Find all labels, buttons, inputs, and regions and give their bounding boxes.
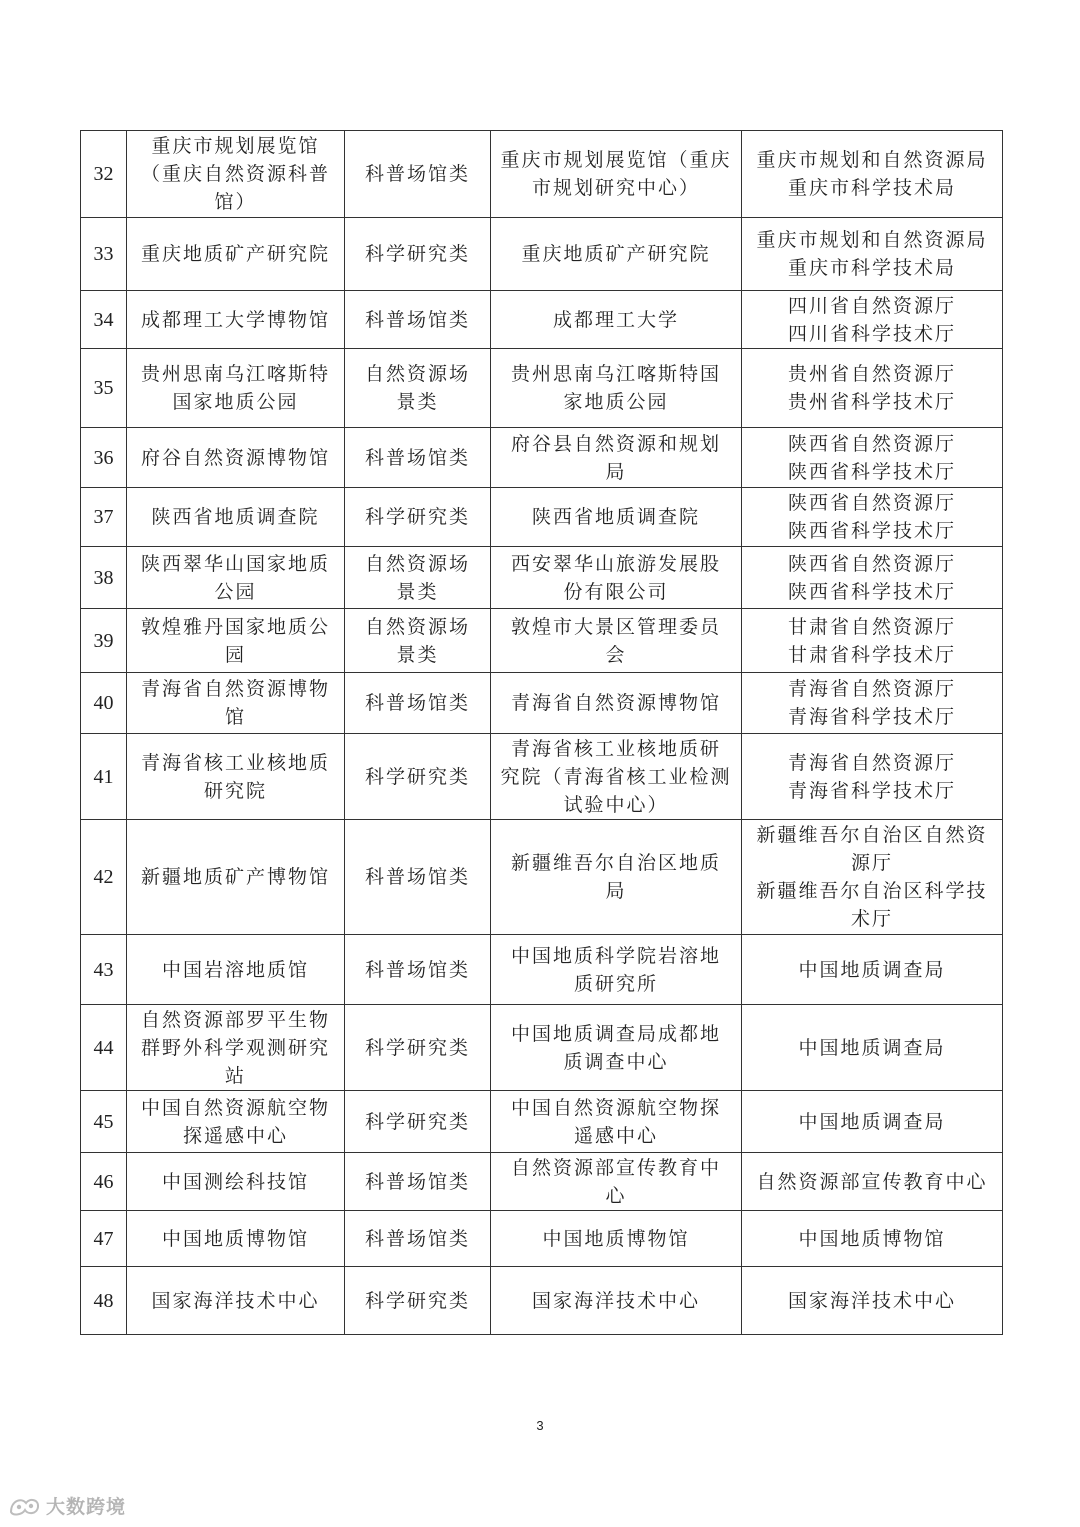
row-number: 46 (81, 1153, 127, 1211)
base-name: 敦煌雅丹国家地质公 园 (127, 609, 345, 673)
table-row (81, 1153, 1003, 1211)
row-number: 36 (81, 428, 127, 488)
table-row (81, 734, 1003, 820)
supporting-unit: 中国地质博物馆 (491, 1211, 742, 1267)
row-number: 37 (81, 488, 127, 547)
recommending-unit: 贵州省自然资源厅 贵州省科学技术厅 (742, 349, 1003, 428)
recommending-unit: 国家海洋技术中心 (742, 1267, 1003, 1335)
table-row (81, 291, 1003, 349)
base-category: 科普场馆类 (345, 820, 491, 935)
supporting-unit: 中国地质科学院岩溶地 质研究所 (491, 935, 742, 1005)
supporting-unit: 青海省核工业核地质研 究院（青海省核工业检测 试验中心） (491, 734, 742, 820)
base-category: 科普场馆类 (345, 291, 491, 349)
table-row (81, 820, 1003, 935)
supporting-unit: 西安翠华山旅游发展股 份有限公司 (491, 547, 742, 609)
recommending-unit: 中国地质博物馆 (742, 1211, 1003, 1267)
base-category: 科普场馆类 (345, 1211, 491, 1267)
base-name: 中国测绘科技馆 (127, 1153, 345, 1211)
base-name: 中国地质博物馆 (127, 1211, 345, 1267)
supporting-unit: 青海省自然资源博物馆 (491, 673, 742, 734)
base-category: 科学研究类 (345, 1005, 491, 1091)
supporting-unit: 国家海洋技术中心 (491, 1267, 742, 1335)
supporting-unit: 陕西省地质调查院 (491, 488, 742, 547)
watermark (8, 1492, 126, 1519)
recommending-unit: 重庆市规划和自然资源局 重庆市科学技术局 (742, 131, 1003, 218)
base-name: 自然资源部罗平生物 群野外科学观测研究 站 (127, 1005, 345, 1091)
row-number: 44 (81, 1005, 127, 1091)
table-row (81, 428, 1003, 488)
supporting-unit: 敦煌市大景区管理委员 会 (491, 609, 742, 673)
row-number: 42 (81, 820, 127, 935)
supporting-unit: 中国自然资源航空物探 遥感中心 (491, 1091, 742, 1153)
base-category: 自然资源场 景类 (345, 349, 491, 428)
table-row (81, 547, 1003, 609)
table-row (81, 488, 1003, 547)
recommending-unit: 中国地质调查局 (742, 935, 1003, 1005)
recommending-unit: 陕西省自然资源厅 陕西省科学技术厅 (742, 428, 1003, 488)
row-number: 34 (81, 291, 127, 349)
supporting-unit: 重庆地质矿产研究院 (491, 218, 742, 291)
base-name: 重庆地质矿产研究院 (127, 218, 345, 291)
table-row (81, 673, 1003, 734)
recommending-unit: 四川省自然资源厅 四川省科学技术厅 (742, 291, 1003, 349)
recommending-unit: 陕西省自然资源厅 陕西省科学技术厅 (742, 547, 1003, 609)
brand-logo-icon (8, 1493, 42, 1519)
base-name: 重庆市规划展览馆 （重庆自然资源科普 馆） (127, 131, 345, 218)
row-number: 48 (81, 1267, 127, 1335)
table-row (81, 1267, 1003, 1335)
supporting-unit: 中国地质调查局成都地 质调查中心 (491, 1005, 742, 1091)
page-number: 3 (536, 1418, 544, 1433)
table-row (81, 1091, 1003, 1153)
supporting-unit: 贵州思南乌江喀斯特国 家地质公园 (491, 349, 742, 428)
base-category: 自然资源场 景类 (345, 609, 491, 673)
table-row (81, 609, 1003, 673)
supporting-unit: 自然资源部宣传教育中 心 (491, 1153, 742, 1211)
base-name: 中国自然资源航空物 探遥感中心 (127, 1091, 345, 1153)
base-category: 科普场馆类 (345, 935, 491, 1005)
recommending-unit: 青海省自然资源厅 青海省科学技术厅 (742, 734, 1003, 820)
supporting-unit: 重庆市规划展览馆（重庆 市规划研究中心） (491, 131, 742, 218)
row-number: 45 (81, 1091, 127, 1153)
row-number: 41 (81, 734, 127, 820)
base-category: 科学研究类 (345, 1267, 491, 1335)
base-category: 科学研究类 (345, 734, 491, 820)
base-name: 国家海洋技术中心 (127, 1267, 345, 1335)
recommending-unit: 重庆市规划和自然资源局 重庆市科学技术局 (742, 218, 1003, 291)
base-category: 自然资源场 景类 (345, 547, 491, 609)
row-number: 43 (81, 935, 127, 1005)
row-number: 38 (81, 547, 127, 609)
recommending-unit: 青海省自然资源厅 青海省科学技术厅 (742, 673, 1003, 734)
recommending-unit: 新疆维吾尔自治区自然资 源厅 新疆维吾尔自治区科学技 术厅 (742, 820, 1003, 935)
base-category: 科学研究类 (345, 488, 491, 547)
row-number: 47 (81, 1211, 127, 1267)
base-category: 科普场馆类 (345, 428, 491, 488)
supporting-unit: 新疆维吾尔自治区地质 局 (491, 820, 742, 935)
base-name: 成都理工大学博物馆 (127, 291, 345, 349)
table-row (81, 1211, 1003, 1267)
row-number: 33 (81, 218, 127, 291)
row-number: 35 (81, 349, 127, 428)
base-name: 青海省自然资源博物 馆 (127, 673, 345, 734)
base-name: 青海省核工业核地质 研究院 (127, 734, 345, 820)
base-category: 科普场馆类 (345, 1153, 491, 1211)
base-category: 科普场馆类 (345, 131, 491, 218)
table-row (81, 349, 1003, 428)
recommending-unit: 陕西省自然资源厅 陕西省科学技术厅 (742, 488, 1003, 547)
table-row (81, 1005, 1003, 1091)
recommending-unit: 甘肃省自然资源厅 甘肃省科学技术厅 (742, 609, 1003, 673)
table-row (81, 935, 1003, 1005)
base-name: 新疆地质矿产博物馆 (127, 820, 345, 935)
recommending-unit: 中国地质调查局 (742, 1091, 1003, 1153)
table-row (81, 131, 1003, 218)
base-name: 贵州思南乌江喀斯特 国家地质公园 (127, 349, 345, 428)
base-name: 陕西省地质调查院 (127, 488, 345, 547)
supporting-unit: 府谷县自然资源和规划 局 (491, 428, 742, 488)
row-number: 40 (81, 673, 127, 734)
base-name: 陕西翠华山国家地质 公园 (127, 547, 345, 609)
row-number: 32 (81, 131, 127, 218)
base-category: 科学研究类 (345, 1091, 491, 1153)
base-name: 中国岩溶地质馆 (127, 935, 345, 1005)
supporting-unit: 成都理工大学 (491, 291, 742, 349)
base-name: 府谷自然资源博物馆 (127, 428, 345, 488)
recommending-unit: 自然资源部宣传教育中心 (742, 1153, 1003, 1211)
base-category: 科学研究类 (345, 218, 491, 291)
base-category: 科普场馆类 (345, 673, 491, 734)
row-number: 39 (81, 609, 127, 673)
recommending-unit: 中国地质调查局 (742, 1005, 1003, 1091)
data-table (80, 130, 1003, 1335)
watermark-text: 大数跨境 (46, 1496, 127, 1518)
table-row (81, 218, 1003, 291)
